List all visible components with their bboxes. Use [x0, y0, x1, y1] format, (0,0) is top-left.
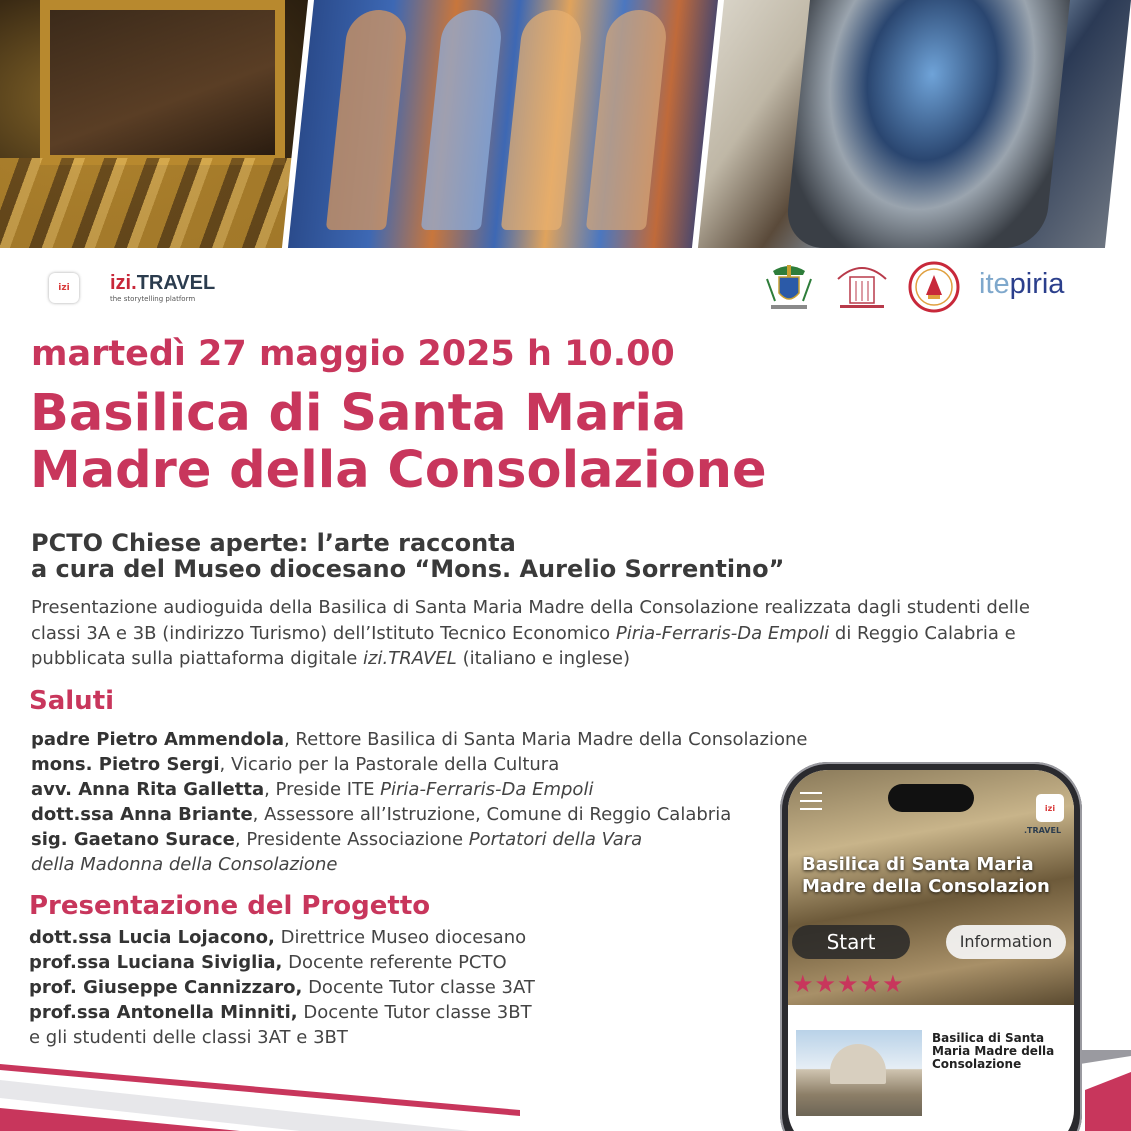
ite-suffix: piria [1009, 268, 1065, 300]
rating-stars-icon: ★★★★★ [792, 970, 905, 998]
event-description [31, 595, 1031, 672]
saint-figure [421, 10, 504, 230]
hero-banner [0, 0, 1131, 248]
izi-travel-text: TRAVEL [136, 272, 216, 294]
desc-text: (italiano e inglese) [456, 648, 631, 669]
hero-image-silver-frame [694, 0, 1131, 248]
event-date: martedì 27 maggio 2025 h 10.00 [31, 334, 675, 374]
event-subheading [31, 530, 784, 582]
saluti-item: dott.ssa Anna Briante, Assessore all’Istruzione, Comune di Reggio Calabria [31, 804, 732, 825]
saluti-list [31, 727, 831, 877]
saluti-item: padre Pietro Ammendola, Rettore Basilica di Santa Maria Madre della Consolazione [31, 729, 808, 750]
subheading-line1: PCTO Chiese aperte: l’arte racconta [31, 529, 516, 557]
event-title [30, 385, 767, 499]
hero-image-ceramic-saints [284, 0, 730, 248]
hero-image-madonna-painting [0, 0, 330, 248]
phone-screen [788, 770, 1074, 1131]
event-title-line2: Madre della Consolazione [30, 441, 767, 500]
silver-icon-frame [784, 0, 1070, 248]
desc-text: Presentazione audioguida della Basilica di Santa Maria Madre della Consolazione realizzata dagli studenti delle classi 3A e 3B (indirizzo Turismo) dell’Istituto Tecnico Economico [31, 597, 1030, 644]
museo-diocesano-logo [834, 261, 890, 313]
progetto-item: dott.ssa Lucia Lojacono, Direttrice Museo diocesano [29, 927, 527, 948]
event-title-line1: Basilica di Santa Maria [30, 384, 687, 443]
basilica-thumbnail[interactable] [796, 1030, 922, 1116]
stripe-red [1085, 1072, 1131, 1131]
itepiria-logo [979, 268, 1064, 301]
painting-frame [40, 0, 285, 165]
saluti-item: della Madonna della Consolazione [31, 854, 338, 875]
saint-figure [586, 10, 669, 230]
progetto-item: prof.ssa Antonella Minniti, Docente Tutor classe 3BT [29, 1002, 532, 1023]
saluti-item: avv. Anna Rita Galletta, Preside ITE Piria-Ferraris-Da Empoli [31, 779, 594, 800]
saint-figure [326, 10, 409, 230]
progetto-item: prof. Giuseppe Cannizzaro, Docente Tutor classe 3AT [29, 977, 535, 998]
screen-title: Basilica di Santa Maria Madre della Consolazion [802, 854, 1050, 897]
izi-dot: . [131, 272, 137, 294]
card-title[interactable]: Basilica di Santa Maria Madre della Consolazione [932, 1031, 1055, 1071]
subheading-line2: a cura del Museo diocesano “Mons. Aurelio Sorrentino” [31, 555, 785, 583]
phone-mockup [780, 762, 1082, 1131]
progetto-heading: Presentazione del Progetto [29, 891, 431, 921]
progetto-item: prof.ssa Luciana Siviglia, Docente referente PCTO [29, 952, 507, 973]
information-button[interactable]: Information [946, 925, 1066, 959]
phone-notch [888, 784, 974, 812]
progetto-list [29, 925, 589, 1050]
desc-text: di Reggio Calabria e pubblicata sulla piattaforma digitale [31, 622, 1016, 669]
izi-tagline: the storytelling platform [110, 295, 196, 303]
ite-prefix: ite [979, 268, 1010, 300]
saluti-item: mons. Pietro Sergi, Vicario per la Pastorale della Cultura [31, 754, 560, 775]
associazione-portatori-seal [908, 261, 960, 313]
progetto-item: e gli studenti delle classi 3AT e 3BT [29, 1027, 348, 1048]
izi-app-icon-small: izi [1036, 794, 1064, 822]
start-button[interactable]: Start [792, 925, 910, 959]
izi-travel-small: .TRAVEL [1024, 826, 1062, 835]
stripe-grey [1080, 1050, 1131, 1064]
app-icon-text: izi [58, 283, 70, 293]
desc-school: Piria-Ferraris-Da Empoli [615, 622, 830, 644]
izi-travel-logo [110, 272, 215, 303]
saluti-item: sig. Gaetano Surace, Presidente Associazione Portatori della Vara [31, 829, 643, 850]
izi-brand-text: izi [110, 272, 132, 294]
desc-platform: izi.TRAVEL [363, 648, 457, 669]
saint-figure [501, 10, 584, 230]
izi-app-icon [49, 273, 79, 303]
diocese-coat-of-arms-logo [763, 261, 815, 313]
menu-icon[interactable] [800, 792, 822, 816]
saluti-heading: Saluti [29, 686, 115, 716]
gilded-angels [0, 158, 330, 248]
